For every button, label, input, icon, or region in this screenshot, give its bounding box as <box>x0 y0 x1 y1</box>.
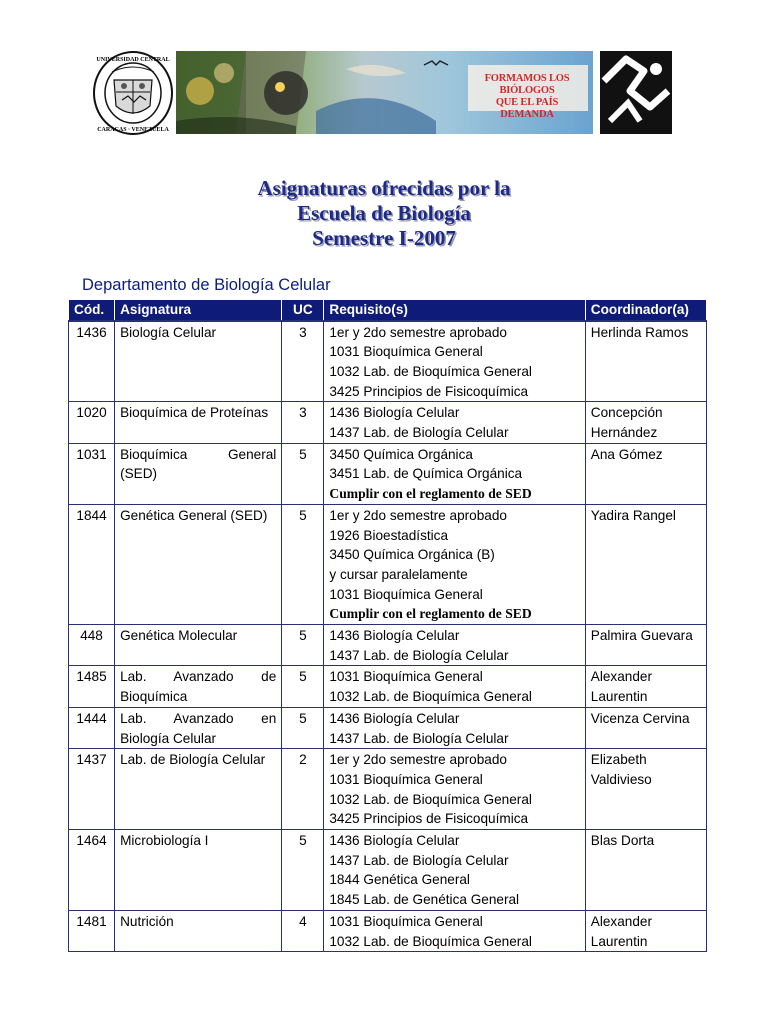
header-banner-image <box>176 51 593 134</box>
course-code: 1437 <box>69 749 115 830</box>
table-header-row <box>69 300 707 321</box>
course-coordinator: Ana Gómez <box>585 443 706 504</box>
school-logo-mark <box>600 51 672 134</box>
banner-slogan-line-2: QUE EL PAÍS DEMANDA <box>495 97 559 120</box>
header-requirements: Requisito(s) <box>324 300 585 321</box>
course-requirements <box>324 504 585 624</box>
requirement-item: 1er y 2do semestre aprobado <box>329 324 507 340</box>
course-uc: 5 <box>282 666 324 707</box>
table-row <box>69 707 707 748</box>
requirement-item: 1032 Lab. de Bioquímica General <box>329 791 532 807</box>
requirement-item: 1437 Lab. de Biología Celular <box>329 730 509 746</box>
requirement-item: y cursar paralelamente <box>329 566 468 582</box>
university-seal-logo <box>92 50 174 136</box>
requirement-item: 1845 Lab. de Genética General <box>329 892 520 908</box>
course-subject: Lab. Avanzado en Biología Celular <box>115 707 282 748</box>
course-coordinator: Elizabeth Valdivieso <box>585 749 706 830</box>
requirement-item: 1031 Bioquímica General <box>329 669 483 685</box>
seal-text-top: UNIVERSIDAD CENTRAL <box>96 57 170 63</box>
course-requirements <box>324 402 585 443</box>
course-code: 1444 <box>69 707 115 748</box>
department-heading: Departamento de Biología Celular <box>82 276 331 294</box>
course-requirements <box>324 830 585 911</box>
requirement-item: 1032 Lab. de Bioquímica General <box>329 689 532 705</box>
requirement-item: 3450 Química Orgánica (B) <box>329 547 495 563</box>
course-coordinator: Alexander Laurentin <box>585 910 706 951</box>
course-coordinator: Concepción Hernández <box>585 402 706 443</box>
course-uc: 5 <box>282 707 324 748</box>
course-requirements <box>324 707 585 748</box>
course-uc: 5 <box>282 504 324 624</box>
requirement-item: 1031 Bioquímica General <box>329 771 483 787</box>
requirement-item: 1437 Lab. de Biología Celular <box>329 425 509 441</box>
course-subject: Bioquímica de Proteínas <box>115 402 282 443</box>
requirement-item: 1844 Genética General <box>329 872 470 888</box>
table-row <box>69 443 707 504</box>
course-code: 1436 <box>69 321 115 402</box>
requirement-item: 1436 Biología Celular <box>329 405 460 421</box>
course-subject: Genética Molecular <box>115 625 282 666</box>
requirement-item: 1437 Lab. de Biología Celular <box>329 852 509 868</box>
course-coordinator: Herlinda Ramos <box>585 321 706 402</box>
requirement-item: 3425 Principios de Fisicoquímica <box>329 811 529 827</box>
requirement-note: Cumplir con el reglamento de SED <box>329 486 532 502</box>
requirement-item: 1er y 2do semestre aprobado <box>329 752 507 768</box>
course-code: 448 <box>69 625 115 666</box>
banner-slogan <box>468 73 586 121</box>
table-row <box>69 625 707 666</box>
course-code: 1844 <box>69 504 115 624</box>
course-uc: 5 <box>282 443 324 504</box>
title-line-3: Semestre I-2007 <box>312 226 456 250</box>
course-requirements <box>324 625 585 666</box>
course-uc: 3 <box>282 321 324 402</box>
header-uc: UC <box>282 300 324 321</box>
course-subject: Microbiología I <box>115 830 282 911</box>
header-subject: Asignatura <box>115 300 282 321</box>
table-row <box>69 666 707 707</box>
table-row <box>69 321 707 402</box>
course-subject: Nutrición <box>115 910 282 951</box>
requirement-item: 1436 Biología Celular <box>329 833 460 849</box>
course-subject: Lab. Avanzado de Bioquímica <box>115 666 282 707</box>
requirement-item: 1er y 2do semestre aprobado <box>329 507 507 523</box>
course-code: 1464 <box>69 830 115 911</box>
course-subject: Lab. de Biología Celular <box>115 749 282 830</box>
course-uc: 4 <box>282 910 324 951</box>
requirement-item: 1032 Lab. de Bioquímica General <box>329 933 532 949</box>
title-line-1: Asignaturas ofrecidas por la <box>257 176 511 200</box>
course-uc: 2 <box>282 749 324 830</box>
course-subject: Genética General (SED) <box>115 504 282 624</box>
course-requirements <box>324 910 585 951</box>
requirement-item: 3451 Lab. de Química Orgánica <box>329 466 523 482</box>
document-title <box>0 176 768 251</box>
course-coordinator: Alexander Laurentin <box>585 666 706 707</box>
requirement-item: 1032 Lab. de Bioquímica General <box>329 363 532 379</box>
course-requirements <box>324 666 585 707</box>
course-uc: 5 <box>282 625 324 666</box>
title-line-2: Escuela de Biología <box>297 201 471 225</box>
requirement-note: Cumplir con el reglamento de SED <box>329 606 532 622</box>
courses-table <box>68 299 707 952</box>
banner-slogan-line-1: FORMAMOS LOS BIÓLOGOS <box>484 73 570 96</box>
course-subject: Biología Celular <box>115 321 282 402</box>
requirement-item: 1031 Bioquímica General <box>329 586 483 602</box>
requirement-item: 1436 Biología Celular <box>329 628 460 644</box>
table-row <box>69 749 707 830</box>
course-subject: Bioquímica General (SED) <box>115 443 282 504</box>
requirement-item: 1436 Biología Celular <box>329 710 460 726</box>
course-code: 1020 <box>69 402 115 443</box>
seal-text-bottom: CARACAS · VENEZUELA <box>97 127 169 133</box>
table-row <box>69 830 707 911</box>
header-code: Cód. <box>69 300 115 321</box>
requirement-item: 3450 Química Orgánica <box>329 446 473 462</box>
course-coordinator: Blas Dorta <box>585 830 706 911</box>
course-code: 1485 <box>69 666 115 707</box>
course-code: 1031 <box>69 443 115 504</box>
table-row <box>69 504 707 624</box>
course-requirements <box>324 749 585 830</box>
table-row <box>69 402 707 443</box>
course-uc: 5 <box>282 830 324 911</box>
requirement-item: 1437 Lab. de Biología Celular <box>329 647 509 663</box>
requirement-item: 1926 Bioestadística <box>329 527 449 543</box>
table-body <box>69 321 707 952</box>
course-coordinator: Palmira Guevara <box>585 625 706 666</box>
course-coordinator: Yadira Rangel <box>585 504 706 624</box>
course-uc: 3 <box>282 402 324 443</box>
table-row <box>69 910 707 951</box>
requirement-item: 1031 Bioquímica General <box>329 913 483 929</box>
course-code: 1481 <box>69 910 115 951</box>
course-requirements <box>324 321 585 402</box>
course-requirements <box>324 443 585 504</box>
requirement-item: 3425 Principios de Fisicoquímica <box>329 383 529 399</box>
course-coordinator: Vicenza Cervina <box>585 707 706 748</box>
requirement-item: 1031 Bioquímica General <box>329 344 483 360</box>
header-coordinator: Coordinador(a) <box>585 300 706 321</box>
